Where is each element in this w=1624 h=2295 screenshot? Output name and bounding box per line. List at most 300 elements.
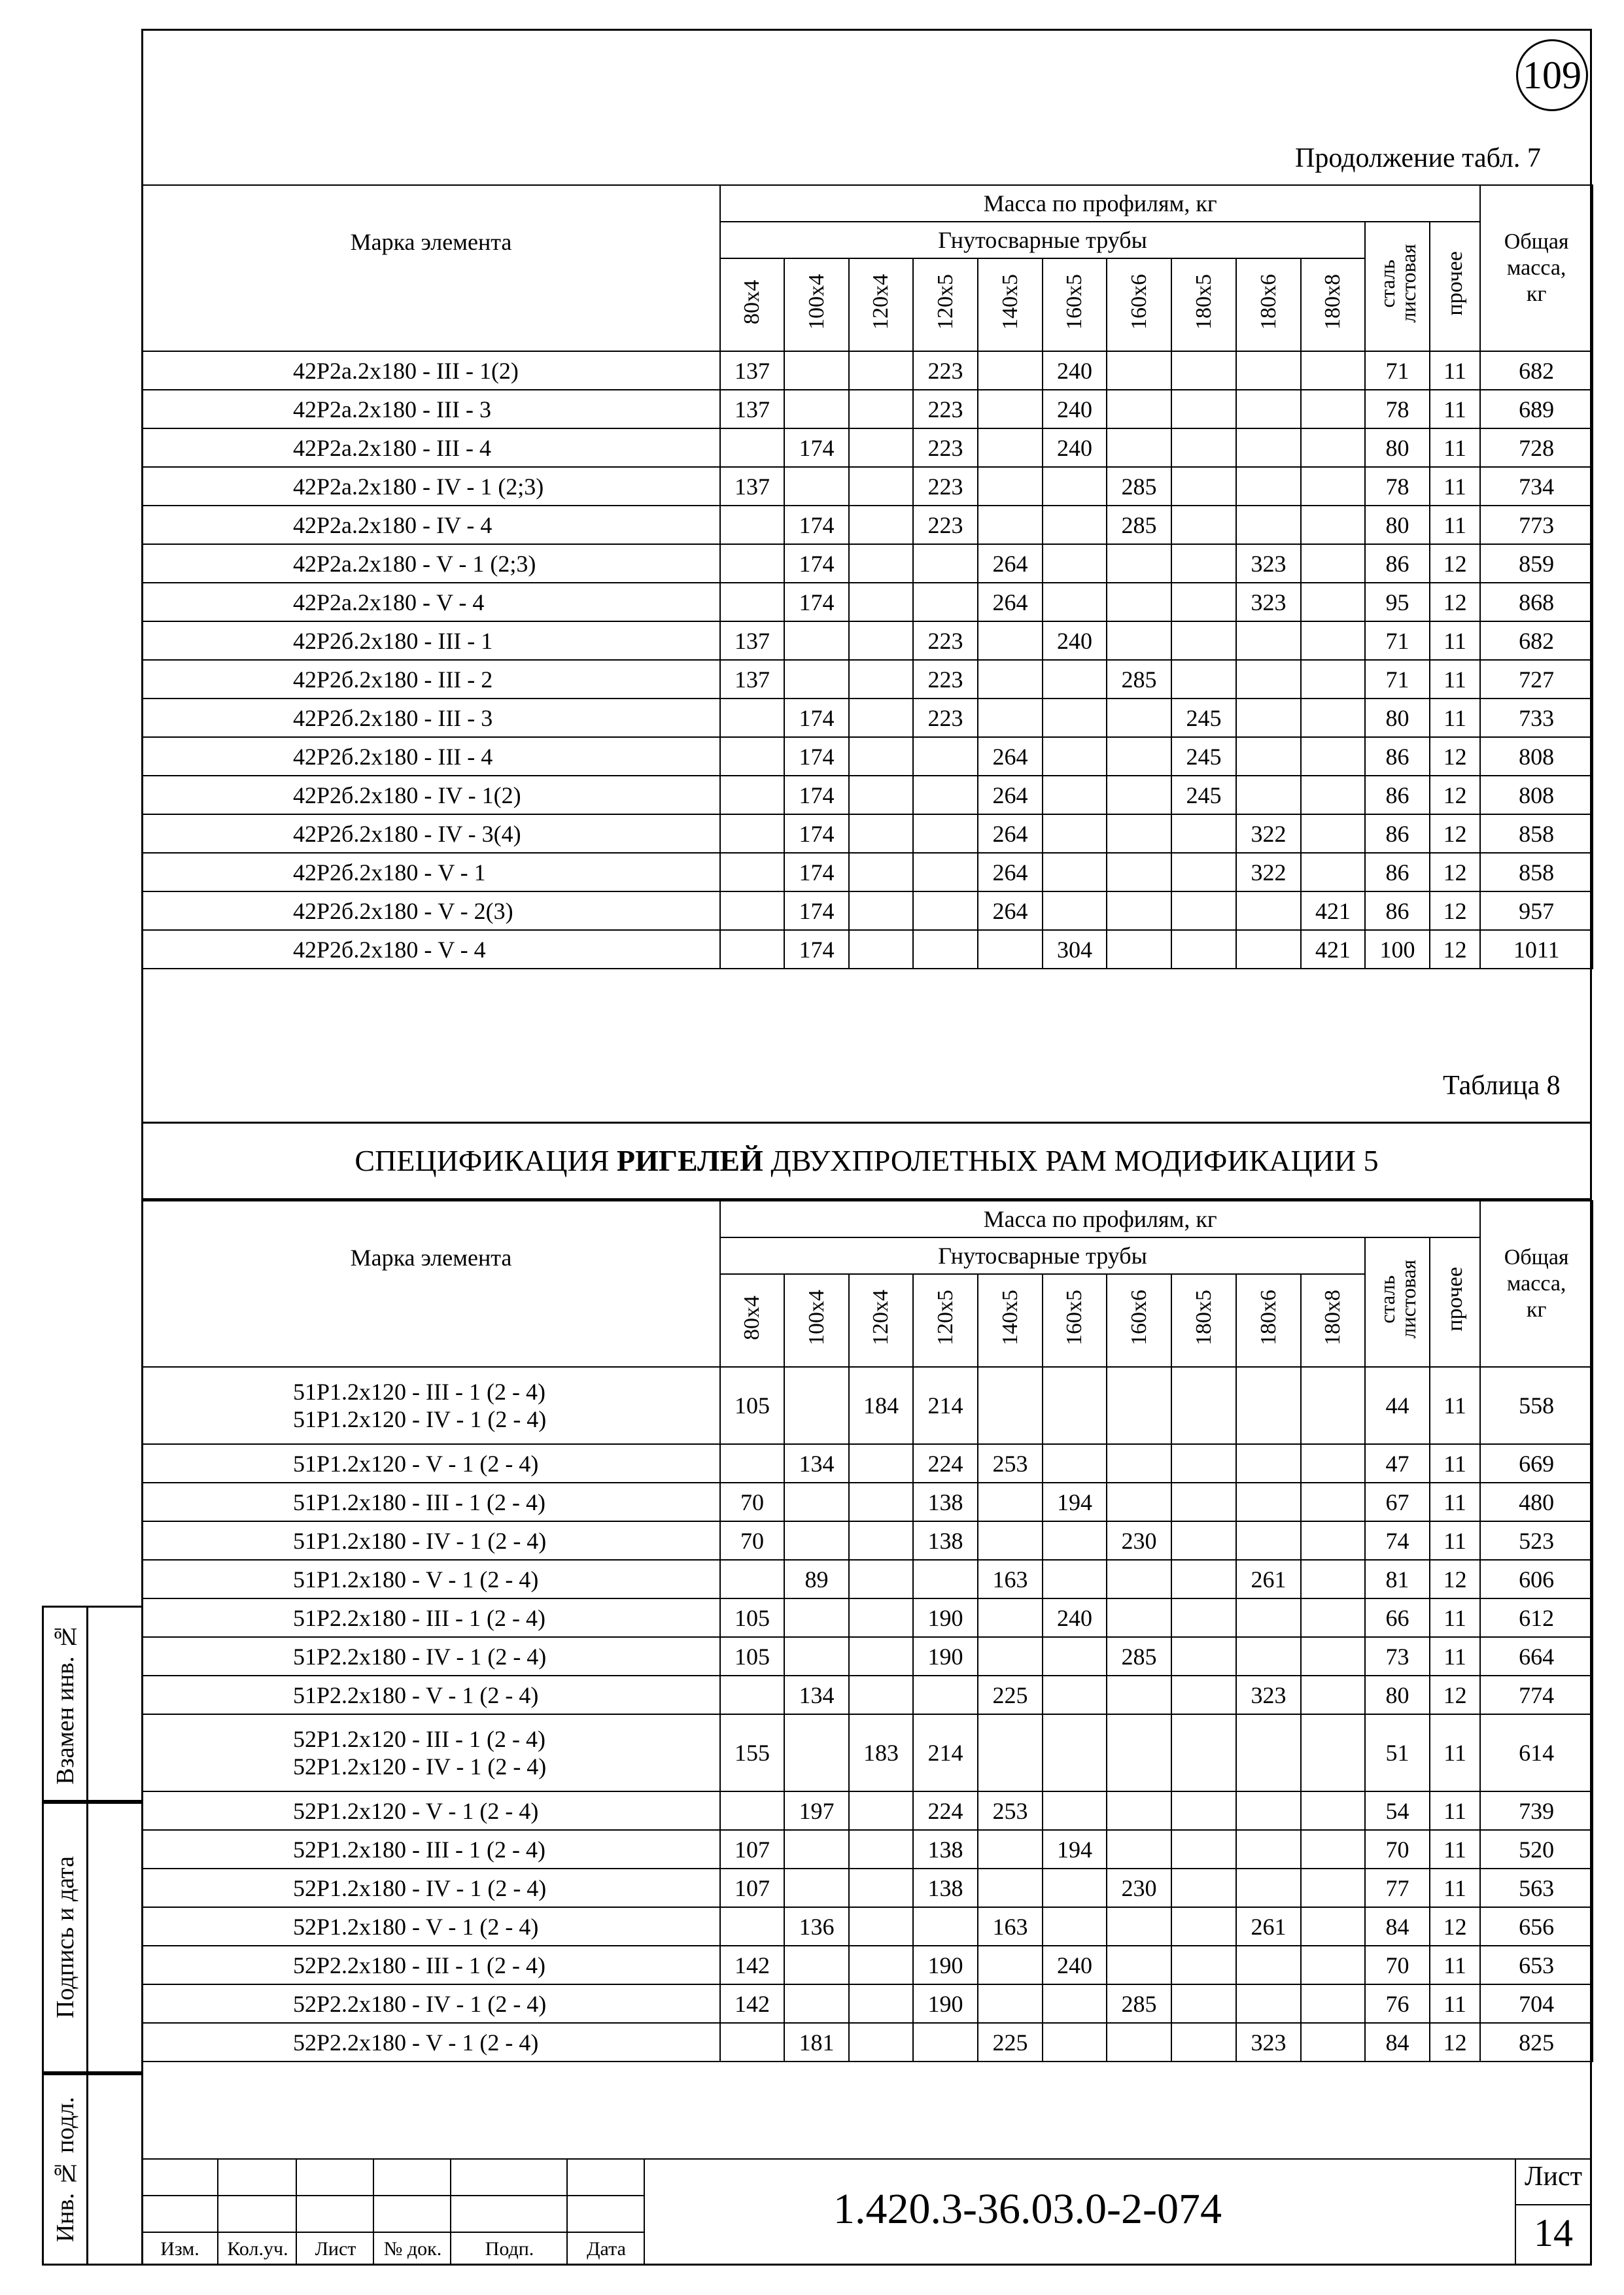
table-row: [142, 814, 1593, 853]
table-row: [142, 776, 1593, 814]
header-profile-2: 120x4: [849, 258, 913, 351]
row-value: 728: [1480, 428, 1593, 467]
row-value: 12: [1430, 1560, 1480, 1598]
row-value: 86: [1365, 737, 1430, 776]
row-value: [1107, 814, 1171, 853]
row-value: [720, 776, 784, 814]
row-value: [720, 814, 784, 853]
row-value: [1301, 467, 1365, 506]
row-value: [978, 428, 1043, 467]
row-value: 11: [1430, 1714, 1480, 1791]
row-value: 190: [913, 1598, 978, 1637]
row-mark: 42Р2б.2х180 - V - 4: [142, 930, 720, 969]
row-value: 322: [1236, 814, 1301, 853]
row-value: [1301, 351, 1365, 390]
row-value: [1301, 1791, 1365, 1830]
row-value: [849, 1521, 913, 1560]
row-value: [1043, 1676, 1107, 1714]
row-value: 11: [1430, 1946, 1480, 1984]
side-box-sign-date: [42, 1802, 141, 2073]
row-value: [1236, 621, 1301, 660]
row-value: [1236, 1367, 1301, 1444]
row-value: 240: [1043, 351, 1107, 390]
row-value: [978, 1521, 1043, 1560]
row-value: [1236, 1637, 1301, 1676]
row-value: [1171, 467, 1236, 506]
row-value: [1171, 1637, 1236, 1676]
row-value: [978, 1830, 1043, 1869]
table-row: [142, 390, 1593, 428]
row-value: 240: [1043, 621, 1107, 660]
row-value: [1301, 1560, 1365, 1598]
row-value: [1236, 737, 1301, 776]
row-value: 86: [1365, 853, 1430, 891]
row-value: 261: [1236, 1560, 1301, 1598]
row-value: 11: [1430, 1791, 1480, 1830]
row-value: [849, 699, 913, 737]
row-value: [1301, 544, 1365, 583]
header-mark: Марка элемента: [142, 1201, 720, 1367]
row-value: [913, 737, 978, 776]
row-value: 174: [784, 428, 849, 467]
row-value: [1236, 390, 1301, 428]
row-value: [978, 660, 1043, 699]
row-value: [1171, 660, 1236, 699]
table-row: [142, 1444, 1593, 1483]
side-box-inv-orig: [42, 2073, 141, 2266]
row-mark: 42Р2а.2х180 - IV - 1 (2;3): [142, 467, 720, 506]
row-value: [849, 390, 913, 428]
row-value: [1236, 776, 1301, 814]
row-value: [1301, 1483, 1365, 1521]
row-value: 858: [1480, 814, 1593, 853]
table-row: [142, 1637, 1593, 1676]
row-value: 12: [1430, 2023, 1480, 2062]
row-mark: 42Р2а.2х180 - V - 4: [142, 583, 720, 621]
table-row: [142, 1521, 1593, 1560]
row-value: [1301, 699, 1365, 737]
row-value: [978, 1714, 1043, 1791]
table-row: [142, 1791, 1593, 1830]
row-value: [784, 1483, 849, 1521]
row-value: 76: [1365, 1984, 1430, 2023]
row-value: [1107, 583, 1171, 621]
row-value: [1043, 583, 1107, 621]
row-value: [978, 1483, 1043, 1521]
row-value: 12: [1430, 737, 1480, 776]
row-value: 181: [784, 2023, 849, 2062]
table-row: [142, 1598, 1593, 1637]
table-row: [142, 2023, 1593, 2062]
row-value: 190: [913, 1984, 978, 2023]
row-value: 138: [913, 1483, 978, 1521]
row-value: [849, 1830, 913, 1869]
row-value: [1236, 1483, 1301, 1521]
row-mark: 42Р2б.2х180 - IV - 1(2): [142, 776, 720, 814]
row-value: 664: [1480, 1637, 1593, 1676]
row-value: [720, 1560, 784, 1598]
row-value: 614: [1480, 1714, 1593, 1791]
row-value: [913, 1907, 978, 1946]
row-value: [1301, 390, 1365, 428]
row-value: 11: [1430, 390, 1480, 428]
table-row: [142, 1946, 1593, 1984]
header-mass-by-profiles: Масса по профилям, кг: [720, 1201, 1480, 1237]
row-value: [1171, 1521, 1236, 1560]
table-row: [142, 1869, 1593, 1907]
row-value: [978, 1637, 1043, 1676]
row-value: 12: [1430, 776, 1480, 814]
row-value: 957: [1480, 891, 1593, 930]
row-value: 184: [849, 1367, 913, 1444]
row-value: [1107, 2023, 1171, 2062]
row-value: [1171, 583, 1236, 621]
row-value: 194: [1043, 1483, 1107, 1521]
header-profile-9: 180x8: [1301, 258, 1365, 351]
row-value: 54: [1365, 1791, 1430, 1830]
row-value: [1301, 1946, 1365, 1984]
row-value: 11: [1430, 467, 1480, 506]
row-value: 11: [1430, 1637, 1480, 1676]
row-value: 174: [784, 853, 849, 891]
header-profile-8: 180x6: [1236, 258, 1301, 351]
row-value: [784, 1869, 849, 1907]
row-value: 136: [784, 1907, 849, 1946]
row-value: 253: [978, 1444, 1043, 1483]
row-mark: 42Р2б.2х180 - III - 4: [142, 737, 720, 776]
row-value: 214: [913, 1714, 978, 1791]
row-value: [1107, 776, 1171, 814]
row-value: 134: [784, 1676, 849, 1714]
row-value: 70: [1365, 1946, 1430, 1984]
row-value: 12: [1430, 1907, 1480, 1946]
row-value: 81: [1365, 1560, 1430, 1598]
row-value: [1236, 660, 1301, 699]
row-value: [849, 1444, 913, 1483]
row-mark: 51Р1.2х120 - V - 1 (2 - 4): [142, 1444, 720, 1483]
row-value: 245: [1171, 737, 1236, 776]
row-value: [849, 814, 913, 853]
row-mark: 42Р2а.2х180 - V - 1 (2;3): [142, 544, 720, 583]
row-value: [720, 1444, 784, 1483]
row-value: 70: [1365, 1830, 1430, 1869]
row-value: 230: [1107, 1869, 1171, 1907]
row-value: [849, 891, 913, 930]
row-value: 11: [1430, 660, 1480, 699]
row-value: [1171, 891, 1236, 930]
row-value: 240: [1043, 1598, 1107, 1637]
table-row: [142, 428, 1593, 467]
header-profile-6: 160x6: [1107, 258, 1171, 351]
row-value: 174: [784, 544, 849, 583]
row-value: 261: [1236, 1907, 1301, 1946]
header-sheet-steel: сталь листовая: [1365, 1237, 1430, 1367]
row-value: 421: [1301, 930, 1365, 969]
row-value: 163: [978, 1907, 1043, 1946]
row-value: [978, 1367, 1043, 1444]
row-value: [1301, 1637, 1365, 1676]
row-value: [978, 390, 1043, 428]
row-value: 774: [1480, 1676, 1593, 1714]
row-value: [1107, 891, 1171, 930]
row-value: [1043, 1714, 1107, 1791]
row-value: [784, 1367, 849, 1444]
row-value: [1171, 1598, 1236, 1637]
row-value: [1107, 1444, 1171, 1483]
row-value: [913, 2023, 978, 2062]
row-value: [1171, 1869, 1236, 1907]
row-value: [784, 351, 849, 390]
row-value: 240: [1043, 428, 1107, 467]
row-value: 183: [849, 1714, 913, 1791]
row-value: [1171, 853, 1236, 891]
row-value: [1043, 737, 1107, 776]
header-profile-7: 180x5: [1171, 258, 1236, 351]
row-value: [1107, 699, 1171, 737]
table-row: [142, 583, 1593, 621]
row-value: 223: [913, 621, 978, 660]
row-value: 105: [720, 1598, 784, 1637]
row-value: 240: [1043, 1946, 1107, 1984]
row-value: [1236, 930, 1301, 969]
row-value: 78: [1365, 467, 1430, 506]
row-value: [1301, 1598, 1365, 1637]
row-value: 285: [1107, 506, 1171, 544]
row-value: [1236, 1521, 1301, 1560]
row-value: 71: [1365, 351, 1430, 390]
row-value: [1107, 853, 1171, 891]
row-value: 70: [720, 1521, 784, 1560]
row-value: [978, 1946, 1043, 1984]
row-value: 223: [913, 660, 978, 699]
row-value: 285: [1107, 1637, 1171, 1676]
sheet-value: 14: [1534, 2211, 1573, 2254]
row-value: 739: [1480, 1791, 1593, 1830]
row-value: 51: [1365, 1714, 1430, 1791]
row-value: [978, 1984, 1043, 2023]
header-profile-7: 180x5: [1171, 1274, 1236, 1367]
row-value: [913, 1676, 978, 1714]
row-mark: 52Р1.2х120 - III - 1 (2 - 4) 52Р1.2х120 - IV - 1 (2 - 4): [142, 1714, 720, 1791]
header-profile-3: 120x5: [913, 258, 978, 351]
row-mark: 51Р2.2х180 - IV - 1 (2 - 4): [142, 1637, 720, 1676]
table-row: [142, 1830, 1593, 1869]
row-value: 245: [1171, 776, 1236, 814]
row-mark: 42Р2б.2х180 - IV - 3(4): [142, 814, 720, 853]
row-mark: 51Р2.2х180 - V - 1 (2 - 4): [142, 1676, 720, 1714]
header-profile-1: 100x4: [784, 258, 849, 351]
row-value: 322: [1236, 853, 1301, 891]
row-mark: 42Р2а.2х180 - III - 4: [142, 428, 720, 467]
row-value: [720, 891, 784, 930]
row-value: [1301, 2023, 1365, 2062]
row-value: [849, 1946, 913, 1984]
header-profile-3: 120x5: [913, 1274, 978, 1367]
row-value: 105: [720, 1637, 784, 1676]
row-value: 733: [1480, 699, 1593, 737]
row-value: [1171, 351, 1236, 390]
row-value: 11: [1430, 1830, 1480, 1869]
sheet-label: Лист: [1525, 2162, 1582, 2192]
row-value: [849, 428, 913, 467]
row-value: [720, 699, 784, 737]
row-value: [849, 853, 913, 891]
row-value: 12: [1430, 930, 1480, 969]
row-value: [849, 1907, 913, 1946]
side-label-sign-date: Подпись и дата: [51, 1856, 79, 2019]
row-value: [1107, 1560, 1171, 1598]
row-value: [1301, 1444, 1365, 1483]
row-value: [784, 1521, 849, 1560]
row-value: [1171, 428, 1236, 467]
row-value: [1043, 1907, 1107, 1946]
header-profile-0: 80x4: [720, 1274, 784, 1367]
table-row: [142, 1367, 1593, 1444]
row-value: 656: [1480, 1907, 1593, 1946]
row-value: 12: [1430, 583, 1480, 621]
row-value: [1107, 1830, 1171, 1869]
row-mark: 51Р1.2х180 - III - 1 (2 - 4): [142, 1483, 720, 1521]
row-value: [978, 621, 1043, 660]
row-value: [1107, 737, 1171, 776]
header-sheet-steel: сталь листовая: [1365, 222, 1430, 351]
row-value: 66: [1365, 1598, 1430, 1637]
row-value: [784, 1984, 849, 2023]
row-value: 174: [784, 737, 849, 776]
row-value: [978, 506, 1043, 544]
row-value: [978, 930, 1043, 969]
row-value: 734: [1480, 467, 1593, 506]
row-value: [1107, 390, 1171, 428]
row-value: 240: [1043, 390, 1107, 428]
row-value: 323: [1236, 2023, 1301, 2062]
row-value: 71: [1365, 621, 1430, 660]
row-value: [784, 1637, 849, 1676]
row-value: 137: [720, 351, 784, 390]
row-mark: 52Р1.2х120 - V - 1 (2 - 4): [142, 1791, 720, 1830]
row-value: 74: [1365, 1521, 1430, 1560]
row-value: [1107, 1483, 1171, 1521]
row-value: 11: [1430, 1598, 1480, 1637]
row-value: 808: [1480, 776, 1593, 814]
row-value: [849, 1560, 913, 1598]
row-mark: 42Р2б.2х180 - V - 2(3): [142, 891, 720, 930]
row-value: 230: [1107, 1521, 1171, 1560]
row-value: 223: [913, 467, 978, 506]
row-value: 11: [1430, 1869, 1480, 1907]
row-value: [1301, 1367, 1365, 1444]
row-value: [849, 2023, 913, 2062]
row-value: 95: [1365, 583, 1430, 621]
row-value: 245: [1171, 699, 1236, 737]
row-value: 70: [720, 1483, 784, 1521]
side-label-replace-inv: Взамен инв. №: [51, 1623, 79, 1785]
row-value: 523: [1480, 1521, 1593, 1560]
row-value: 89: [784, 1560, 849, 1598]
row-value: [1043, 2023, 1107, 2062]
row-mark: 52Р2.2х180 - IV - 1 (2 - 4): [142, 1984, 720, 2023]
row-value: 808: [1480, 737, 1593, 776]
row-value: [1107, 544, 1171, 583]
row-value: 11: [1430, 1444, 1480, 1483]
row-value: [1043, 1367, 1107, 1444]
row-mark: 52Р1.2х180 - IV - 1 (2 - 4): [142, 1869, 720, 1907]
row-value: 67: [1365, 1483, 1430, 1521]
row-value: 174: [784, 506, 849, 544]
row-value: 138: [913, 1830, 978, 1869]
row-value: [784, 390, 849, 428]
row-value: [1236, 467, 1301, 506]
header-profile-9: 180x8: [1301, 1274, 1365, 1367]
row-value: [1043, 1869, 1107, 1907]
row-value: [1171, 1830, 1236, 1869]
row-value: 11: [1430, 428, 1480, 467]
row-value: [1171, 506, 1236, 544]
row-value: [849, 1984, 913, 2023]
row-value: 11: [1430, 699, 1480, 737]
row-value: [1236, 1830, 1301, 1869]
row-value: [1301, 1830, 1365, 1869]
row-value: [849, 660, 913, 699]
row-value: [1107, 621, 1171, 660]
row-value: [1107, 351, 1171, 390]
row-value: [913, 853, 978, 891]
row-value: [1043, 1637, 1107, 1676]
row-value: [720, 737, 784, 776]
row-value: 264: [978, 737, 1043, 776]
table8-title-bold: РИГЕЛЕЙ: [616, 1144, 763, 1177]
row-value: 11: [1430, 351, 1480, 390]
row-value: [1236, 1984, 1301, 2023]
row-value: [1171, 2023, 1236, 2062]
stamp-col-qty: Кол.уч.: [227, 2238, 288, 2260]
row-value: 264: [978, 853, 1043, 891]
row-mark: 51Р1.2х180 - IV - 1 (2 - 4): [142, 1521, 720, 1560]
row-value: [1043, 853, 1107, 891]
row-value: 78: [1365, 390, 1430, 428]
row-value: [1301, 506, 1365, 544]
side-label-inv-orig: Инв. № подл.: [51, 2096, 79, 2243]
row-value: [1301, 660, 1365, 699]
row-value: [1236, 1598, 1301, 1637]
header-mark: Марка элемента: [142, 185, 720, 351]
row-value: [784, 467, 849, 506]
row-value: [720, 544, 784, 583]
row-value: [1171, 1984, 1236, 2023]
header-other: прочее: [1430, 1237, 1480, 1367]
row-mark: 42Р2б.2х180 - V - 1: [142, 853, 720, 891]
table-row: [142, 853, 1593, 891]
row-value: 12: [1430, 814, 1480, 853]
row-value: 134: [784, 1444, 849, 1483]
row-value: [720, 506, 784, 544]
row-value: [913, 544, 978, 583]
row-mark: 42Р2а.2х180 - IV - 4: [142, 506, 720, 544]
row-value: 704: [1480, 1984, 1593, 2023]
row-value: [1043, 1791, 1107, 1830]
row-value: [1171, 1714, 1236, 1791]
row-value: 285: [1107, 467, 1171, 506]
header-total: Общая масса, кг: [1480, 185, 1593, 351]
row-value: [720, 1907, 784, 1946]
row-value: [1171, 930, 1236, 969]
header-profile-5: 160x5: [1043, 1274, 1107, 1367]
row-value: 80: [1365, 428, 1430, 467]
row-value: [1171, 544, 1236, 583]
row-mark: 52Р2.2х180 - III - 1 (2 - 4): [142, 1946, 720, 1984]
row-value: 859: [1480, 544, 1593, 583]
side-box-replace-inv: [42, 1606, 141, 1802]
